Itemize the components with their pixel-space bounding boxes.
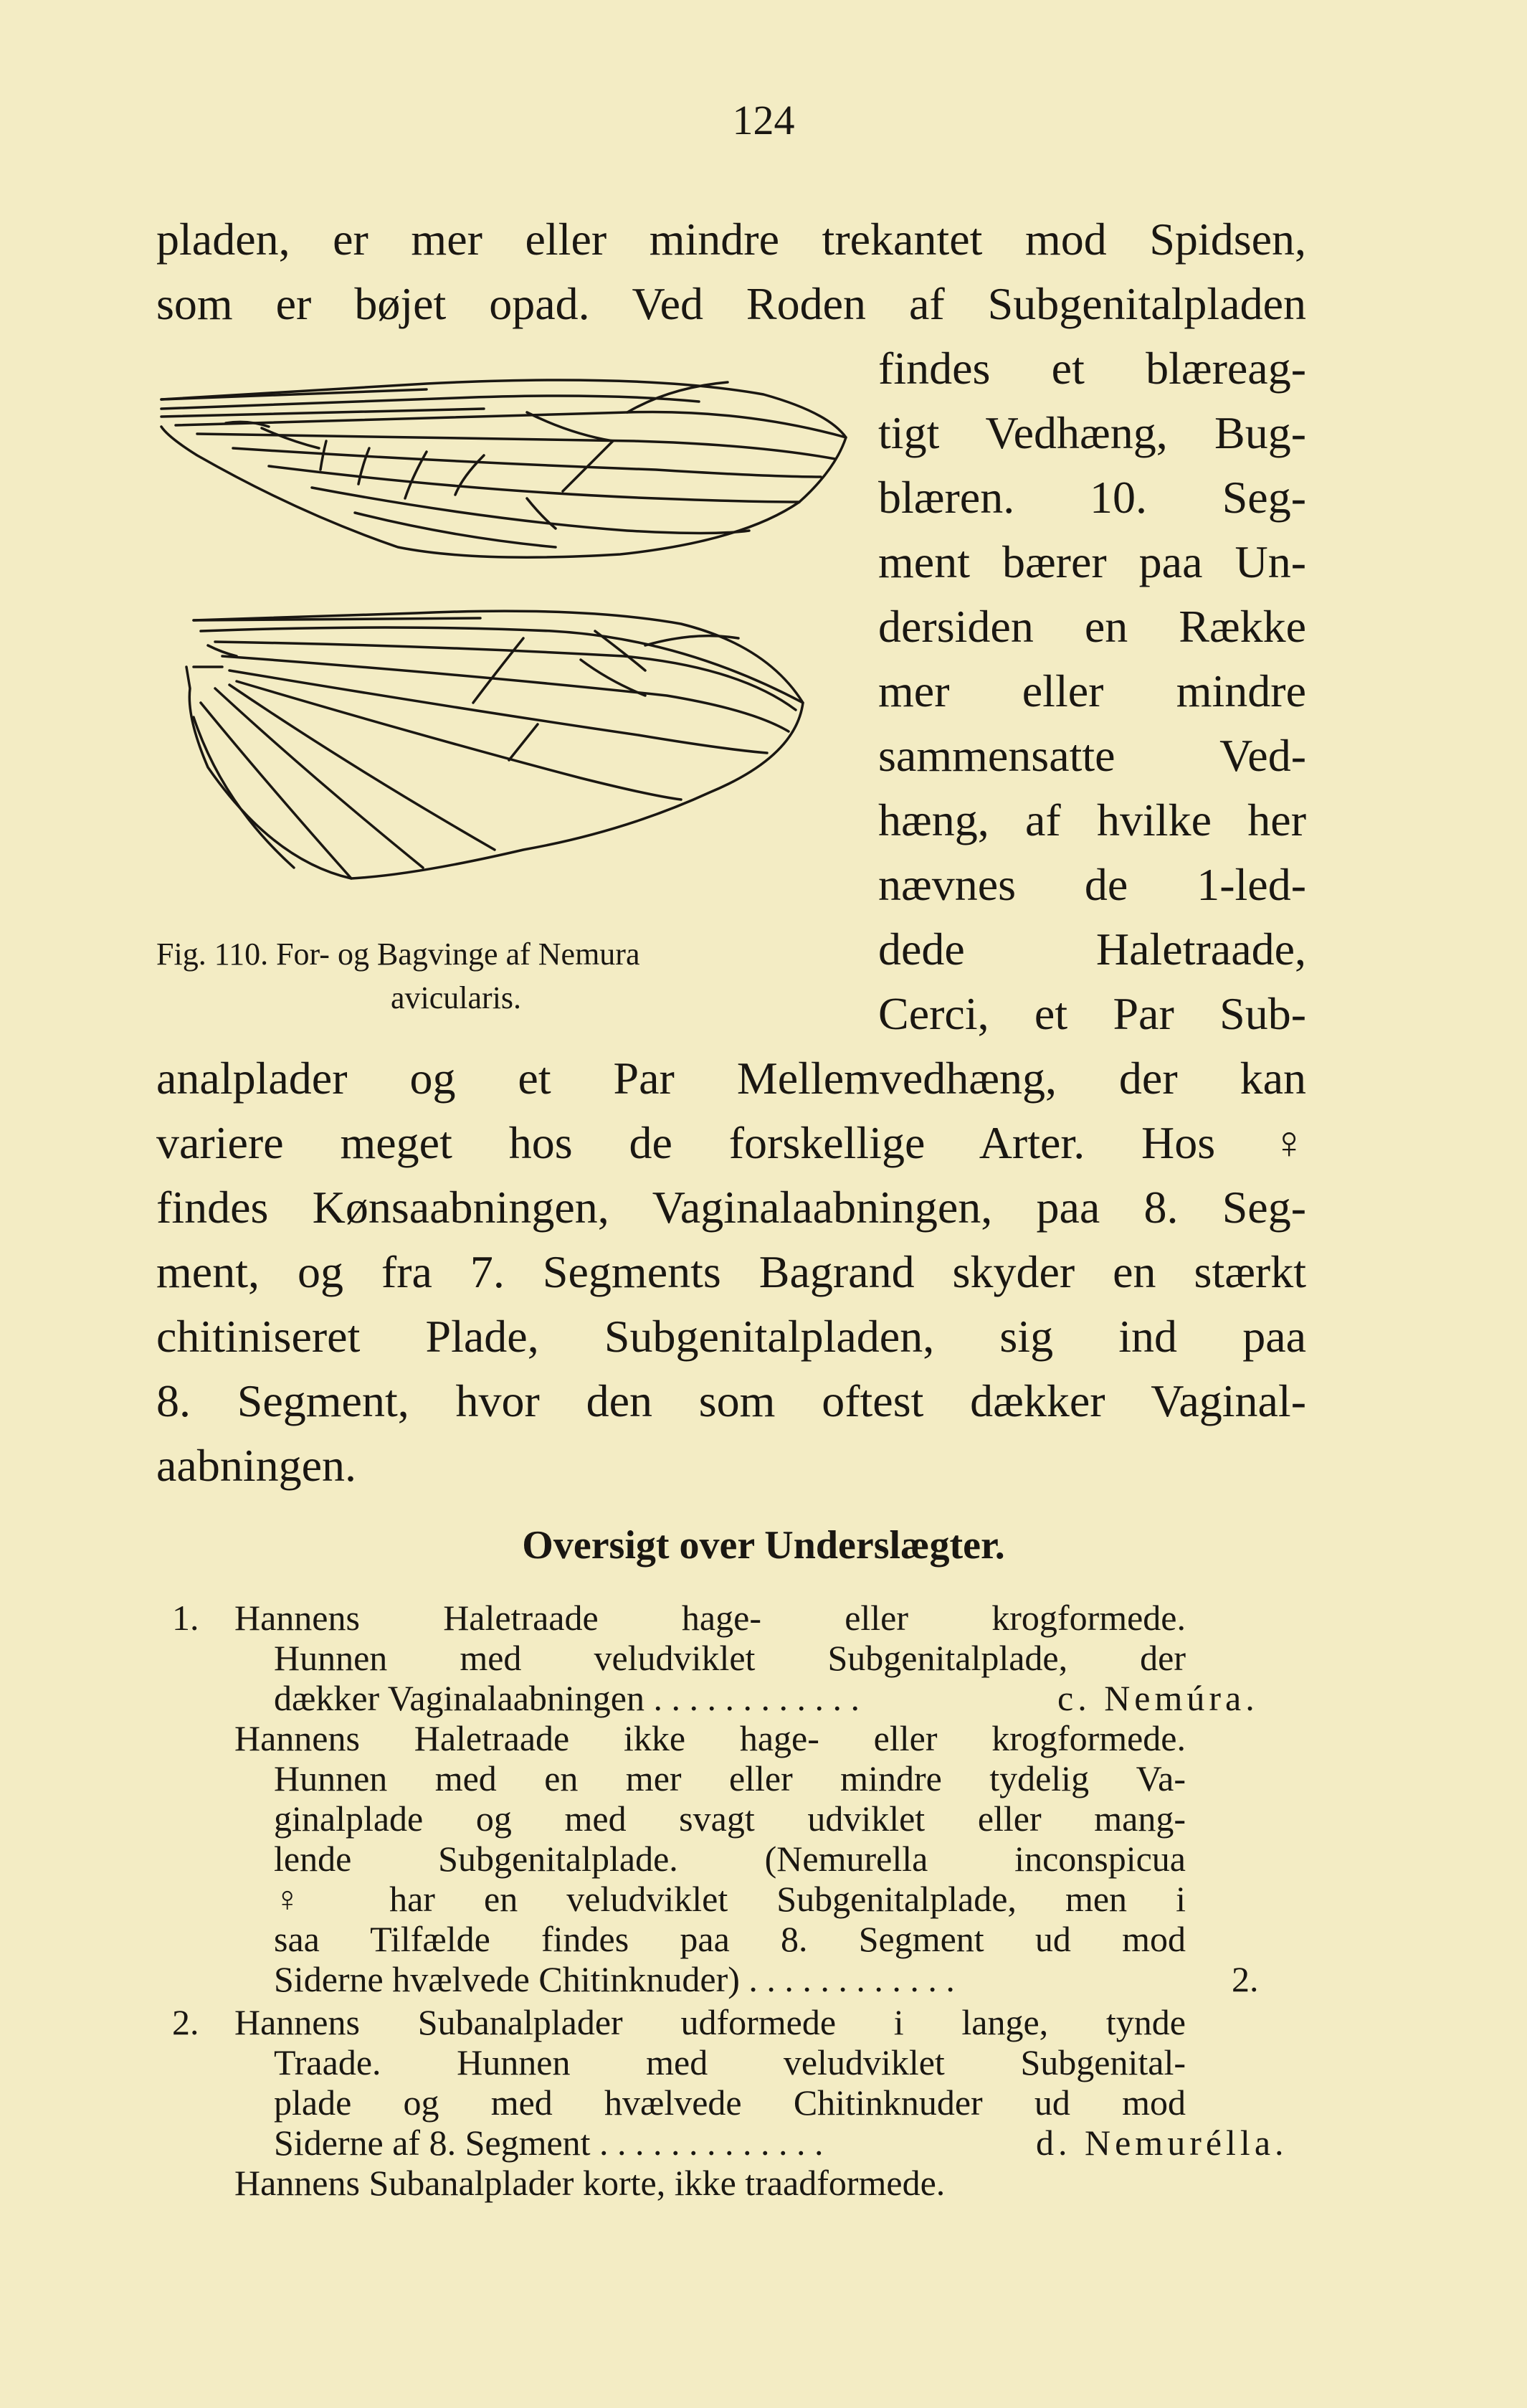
body-line: chitiniseret Plade, Subgenitalpladen, sig ind paa [156, 1311, 1306, 1362]
key-line: Siderne af 8. Segment . . . . . . . . . . . . . [274, 2123, 824, 2163]
body-line: findes et blæreag- [878, 343, 1306, 394]
key-line: Hannens Subanalplader udformede i lange, tynde [234, 2002, 1186, 2042]
key-reference-2: 2. [1232, 1959, 1259, 1999]
page-number: 124 [732, 97, 795, 143]
key-line: lende Subgenitalplade. (Nemurella inconspicua [274, 1839, 1186, 1879]
body-line: 8. Segment, hvor den som oftest dækker Vaginal- [156, 1375, 1306, 1426]
body-line: tigt Vedhæng, Bug- [878, 407, 1306, 458]
forewing-figure [154, 369, 864, 567]
key-line: Traade. Hunnen med veludviklet Subgenital- [274, 2042, 1186, 2082]
key-line: ginalplade og med svagt udviklet eller mang- [274, 1798, 1186, 1839]
key-line: plade og med hvælvede Chitinknuder ud mod [274, 2082, 1186, 2123]
figure-caption: avicularis. [391, 980, 522, 1015]
body-line: findes Kønsaabningen, Vaginalaabningen, paa 8. Seg- [156, 1182, 1306, 1233]
body-line: aabningen. [156, 1440, 356, 1491]
key-line: Hunnen med veludviklet Subgenitalplade, der [274, 1638, 1186, 1678]
key-line: dækker Vaginalaabningen . . . . . . . . . . . . [274, 1678, 860, 1718]
key-heading: Oversigt over Underslægter. [522, 1523, 1005, 1568]
body-line: ment, og fra 7. Segments Bagrand skyder en stærkt [156, 1246, 1306, 1297]
body-line: mer eller mindre [878, 665, 1306, 716]
body-line: analplader og et Par Mellemvedhæng, der kan [156, 1053, 1306, 1104]
key-line: Hannens Haletraade ikke hage- eller krogformede. [234, 1718, 1186, 1758]
body-line: dede Haletraade, [878, 924, 1306, 975]
key-line: Hannens Haletraade hage- eller krogformede. [234, 1598, 1186, 1638]
body-line: sammensatte Ved- [878, 730, 1306, 781]
hindwing-figure [179, 602, 810, 889]
key-reference-nemura: c. Nemúra. [1057, 1678, 1259, 1718]
key-line: Siderne hvælvede Chitinknuder) . . . . . . . . . . . . [274, 1959, 955, 1999]
body-line: variere meget hos de forskellige Arter. Hos ♀ [156, 1117, 1306, 1168]
key-reference-nemurella: d. Nemurélla. [1036, 2123, 1288, 2163]
key-number: 1. [172, 1598, 199, 1638]
body-line: som er bøjet opad. Ved Roden af Subgenitalpladen [156, 278, 1306, 329]
key-line: saa Tilfælde findes paa 8. Segment ud mod [274, 1919, 1186, 1959]
body-line: ment bærer paa Un- [878, 536, 1306, 587]
key-number: 2. [172, 2002, 199, 2042]
body-line: pladen, er mer eller mindre trekantet mod Spidsen, [156, 214, 1306, 265]
body-line: nævnes de 1-led- [878, 859, 1306, 910]
body-line: hæng, af hvilke her [878, 795, 1306, 845]
body-line: Cerci, et Par Sub- [878, 988, 1306, 1039]
key-line: Hannens Subanalplader korte, ikke traadformede. [234, 2163, 946, 2203]
figure-caption: Fig. 110. For- og Bagvinge af Nemura [156, 937, 640, 972]
key-line: ♀ har en veludviklet Subgenitalplade, men i [274, 1879, 1186, 1919]
key-line: Hunnen med en mer eller mindre tydelig Va- [274, 1758, 1186, 1798]
body-line: dersiden en Række [878, 601, 1306, 652]
body-line: blæren. 10. Seg- [878, 472, 1306, 523]
